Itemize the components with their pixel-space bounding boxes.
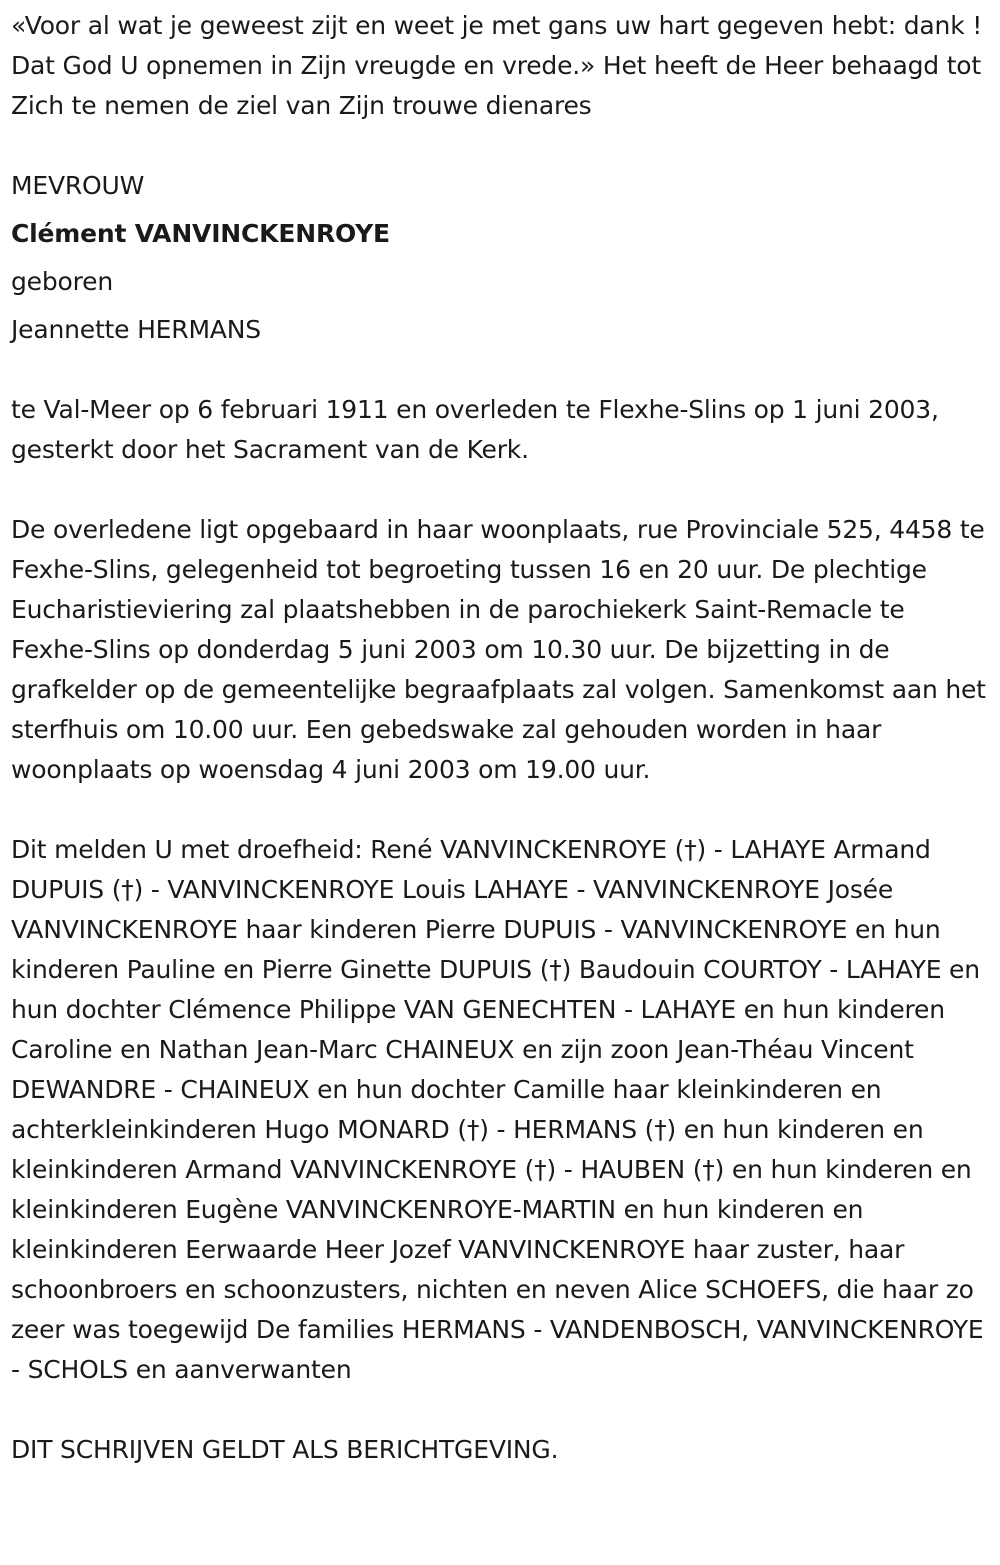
arrangements-text: De overledene ligt opgebaard in haar woonplaats, rue Provinciale 525, 4458 te Fexhe-Slins, gelegenheid tot begroeting tussen 16 en 20 uur. De plechtige Eucharistieviering zal plaatshebben in de parochiekerk Saint-Remacle te Fexhe-Slins op donderdag 5 juni 2003 om 10.30 uur. De bijzetting in de grafkelder op de gemeentelijke begraafplaats zal volgen. Samenkomst aan het sterfhuis om 10.00 uur. Een gebedswake zal gehouden worden in haar woonplaats op woensdag 4 juni 2003 om 19.00 uur. xyxy=(11,515,986,784)
death-notice xyxy=(11,6,991,1470)
intro-text: «Voor al wat je geweest zijt en weet je met gans uw hart gegeven hebt: dank ! Dat God U opnemen in Zijn vreugde en vrede.» Het heeft de Heer behaagd tot Zich te nemen de ziel van Zijn trouwe dienares xyxy=(11,11,983,120)
husband-name: Clément VANVINCKENROYE xyxy=(11,219,390,248)
born-label: geboren xyxy=(11,267,113,296)
birth-death-text: te Val-Meer op 6 februari 1911 en overleden te Flexhe-Slins op 1 juni 2003, gesterkt door het Sacrament van de Kerk. xyxy=(11,395,939,464)
maiden-name: Jeannette HERMANS xyxy=(11,315,261,344)
deceased-identity xyxy=(11,166,991,350)
announcement-text: Dit melden U met droefheid: René VANVINCKENROYE (†) - LAHAYE Armand DUPUIS (†) - VANVINCKENROYE Louis LAHAYE - VANVINCKENROYE Josée VANVINCKENROYE haar kinderen Pierre DUPUIS - VANVINCKENROYE en hun kinderen Pauline en Pierre Ginette DUPUIS (†) Baudouin COURTOY - LAHAYE en hun dochter Clémence Philippe VAN GENECHTEN - LAHAYE en hun kinderen Caroline en Nathan Jean-Marc CHAINEUX en zijn zoon Jean-Théau Vincent DEWANDRE - CHAINEUX en hun dochter Camille haar kleinkinderen en achterkleinkinderen Hugo MONARD (†) - HERMANS (†) en hun kinderen en kleinkinderen Armand VANVINCKENROYE (†) - HAUBEN (†) en hun kinderen en kleinkinderen Eugène VANVINCKENROYE-MARTIN en hun kinderen en kleinkinderen Eerwaarde Heer Jozef VANVINCKENROYE haar zuster, haar schoonbroers en schoonzusters, nichten en neven Alice SCHOEFS, die haar zo zeer was toegewijd De families HERMANS - VANDENBOSCH, VANVINCKENROYE - SCHOLS en aanverwanten xyxy=(11,835,984,1384)
closing-text: DIT SCHRIJVEN GELDT ALS BERICHTGEVING. xyxy=(11,1435,559,1464)
title-line: MEVROUW xyxy=(11,171,145,200)
